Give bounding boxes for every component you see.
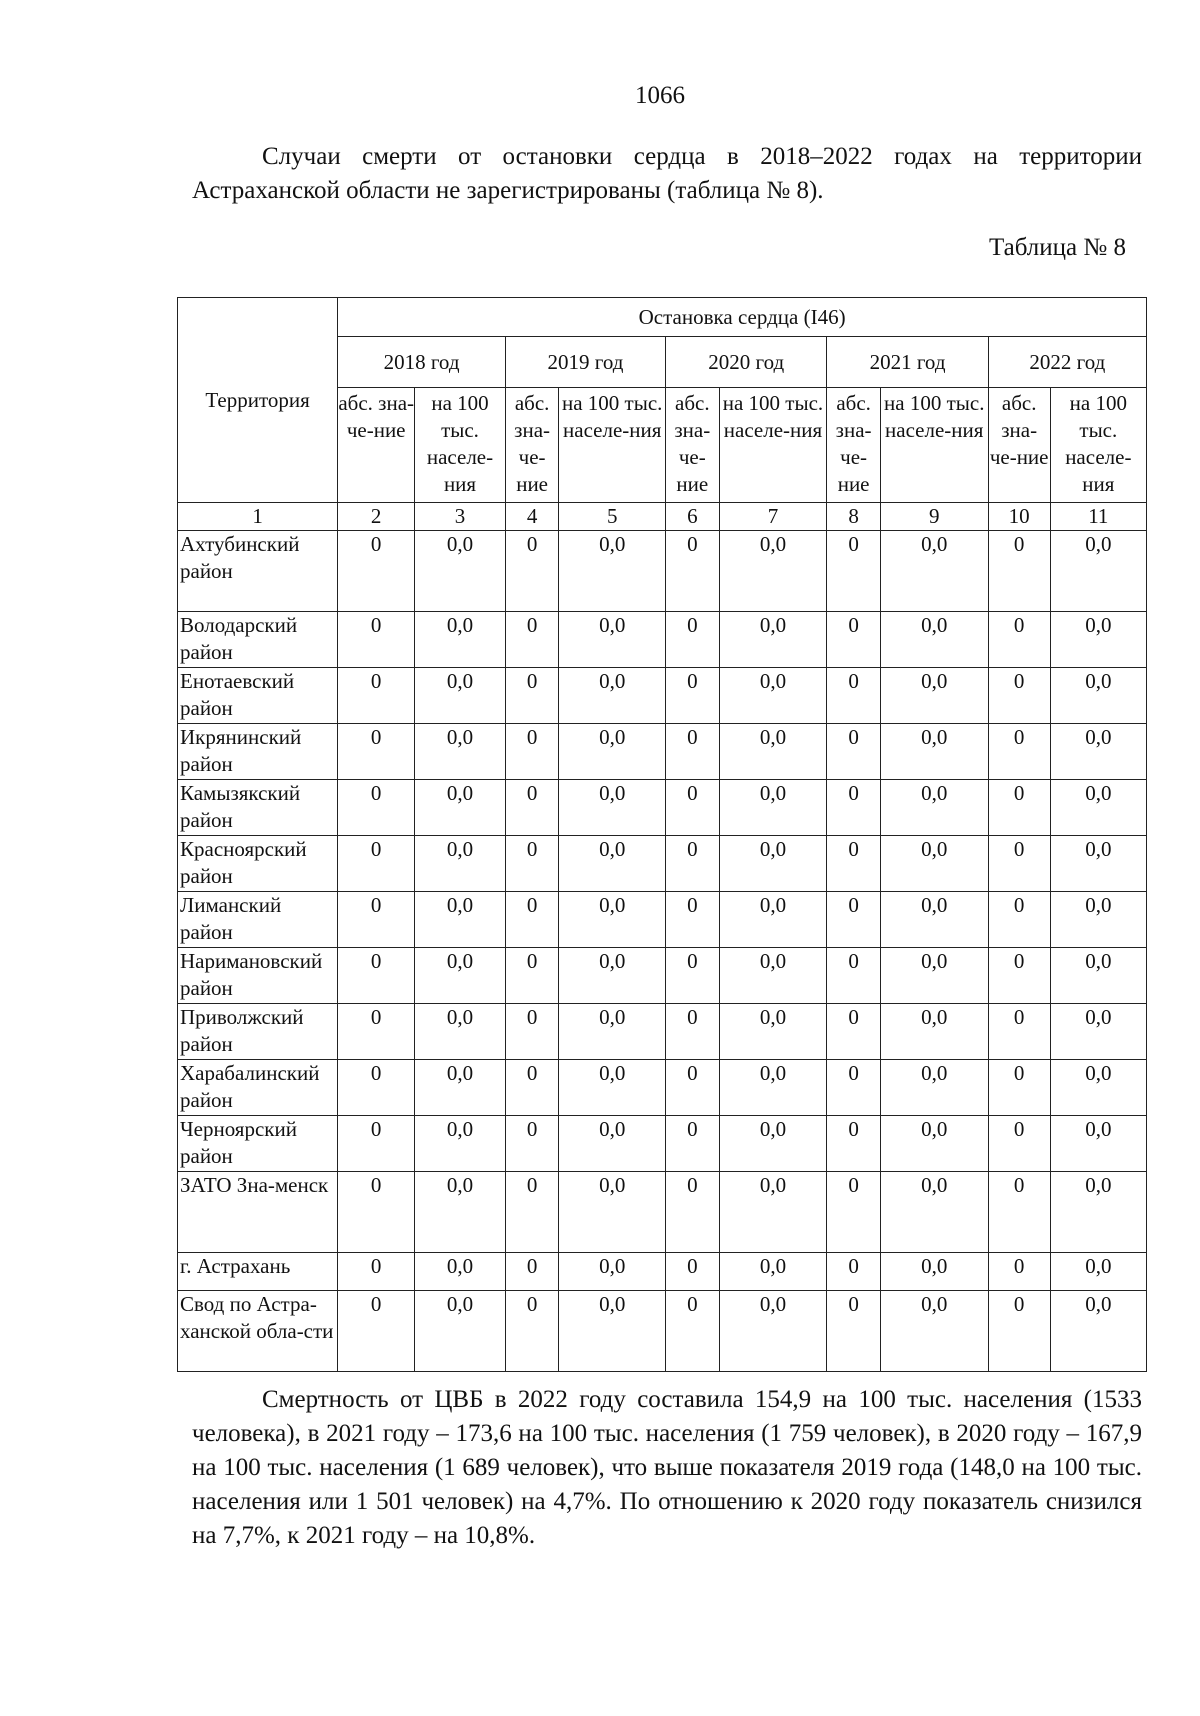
abs-value-cell: 0 [338, 612, 415, 668]
abs-value-header: абс. зна-че-ние [827, 388, 880, 503]
rate-header: на 100 тыс. населе-ния [559, 388, 666, 503]
group-header: Остановка сердца (I46) [338, 298, 1147, 337]
abs-value-cell: 0 [338, 1172, 415, 1253]
abs-value-cell: 0 [505, 1004, 558, 1060]
territory-header: Территория [178, 298, 338, 503]
rate-value-cell: 0,0 [880, 668, 988, 724]
abs-value-cell: 0 [666, 1004, 719, 1060]
territory-cell: Енотаевский район [178, 668, 338, 724]
abs-value-cell: 0 [505, 612, 558, 668]
table-row [178, 724, 1147, 780]
rate-value-cell: 0,0 [415, 948, 506, 1004]
rate-value-cell: 0,0 [880, 948, 988, 1004]
rate-value-cell: 0,0 [719, 1060, 827, 1116]
column-number: 2 [338, 503, 415, 531]
abs-value-cell: 0 [827, 531, 880, 612]
intro-paragraph: Случаи смерти от остановки сердца в 2018–2022 годах на территории Астраханской области не зарегистрированы (таблица № 8). [192, 143, 1142, 204]
rate-value-cell: 0,0 [415, 1172, 506, 1253]
abs-value-cell: 0 [988, 1172, 1050, 1253]
rate-value-cell: 0,0 [559, 1060, 666, 1116]
table-row [178, 892, 1147, 948]
rate-value-cell: 0,0 [415, 1004, 506, 1060]
territory-cell: Ахтубинский район [178, 531, 338, 612]
abs-value-cell: 0 [338, 892, 415, 948]
abs-value-cell: 0 [505, 1060, 558, 1116]
rate-value-cell: 0,0 [415, 1253, 506, 1291]
abs-value-cell: 0 [505, 724, 558, 780]
territory-cell: г. Астрахань [178, 1253, 338, 1291]
abs-value-cell: 0 [666, 948, 719, 1004]
column-number: 4 [505, 503, 558, 531]
rate-value-cell: 0,0 [880, 1172, 988, 1253]
territory-cell: Наримановский район [178, 948, 338, 1004]
abs-value-cell: 0 [338, 780, 415, 836]
abs-value-cell: 0 [505, 836, 558, 892]
abs-value-cell: 0 [988, 892, 1050, 948]
abs-value-cell: 0 [505, 531, 558, 612]
rate-value-cell: 0,0 [1050, 948, 1146, 1004]
rate-value-cell: 0,0 [559, 1004, 666, 1060]
cardiac-arrest-table [177, 297, 1147, 1372]
abs-value-cell: 0 [988, 836, 1050, 892]
rate-value-cell: 0,0 [1050, 1116, 1146, 1172]
abs-value-cell: 0 [827, 1116, 880, 1172]
closing-paragraph: Смертность от ЦВБ в 2022 году составила 154,9 на 100 тыс. населения (1533 человека), в 2021 году – 173,6 на 100 тыс. населения (1 759 человек), в 2020 году – 167,9 на 100 тыс. населения (1 689 человек), что выше показателя 2019 года (148,0 на 100 тыс. населения или 1 501 человек) на 4,7%. По отношению к 2020 году показатель снизился на 7,7%, к 2021 году – на 10,8%. [192, 1386, 1142, 1549]
territory-cell: Свод по Астра-ханской обла-сти [178, 1291, 338, 1372]
table-row [178, 531, 1147, 612]
rate-value-cell: 0,0 [719, 531, 827, 612]
rate-value-cell: 0,0 [1050, 1004, 1146, 1060]
abs-value-cell: 0 [338, 668, 415, 724]
abs-value-cell: 0 [988, 948, 1050, 1004]
abs-value-cell: 0 [827, 948, 880, 1004]
rate-value-cell: 0,0 [1050, 1291, 1146, 1372]
territory-cell: Лиманский район [178, 892, 338, 948]
column-number: 5 [559, 503, 666, 531]
rate-value-cell: 0,0 [1050, 1253, 1146, 1291]
rate-value-cell: 0,0 [1050, 531, 1146, 612]
rate-value-cell: 0,0 [559, 612, 666, 668]
table-row [178, 1060, 1147, 1116]
year-header: 2018 год [338, 337, 506, 388]
year-header: 2020 год [666, 337, 827, 388]
rate-value-cell: 0,0 [719, 1116, 827, 1172]
table-header [178, 298, 1147, 531]
column-number: 7 [719, 503, 827, 531]
abs-value-cell: 0 [338, 1004, 415, 1060]
abs-value-cell: 0 [666, 1291, 719, 1372]
column-number: 11 [1050, 503, 1146, 531]
rate-value-cell: 0,0 [719, 1291, 827, 1372]
rate-value-cell: 0,0 [719, 892, 827, 948]
territory-cell: Харабалинский район [178, 1060, 338, 1116]
rate-value-cell: 0,0 [559, 531, 666, 612]
abs-value-cell: 0 [827, 724, 880, 780]
table-row [178, 668, 1147, 724]
rate-value-cell: 0,0 [415, 892, 506, 948]
abs-value-cell: 0 [988, 1060, 1050, 1116]
territory-cell: ЗАТО Зна-менск [178, 1172, 338, 1253]
rate-value-cell: 0,0 [559, 1291, 666, 1372]
abs-value-cell: 0 [988, 780, 1050, 836]
rate-value-cell: 0,0 [415, 668, 506, 724]
table-row [178, 1291, 1147, 1372]
abs-value-cell: 0 [827, 612, 880, 668]
rate-value-cell: 0,0 [1050, 892, 1146, 948]
abs-value-cell: 0 [988, 724, 1050, 780]
abs-value-cell: 0 [505, 668, 558, 724]
abs-value-cell: 0 [827, 1291, 880, 1372]
abs-value-header: абс. зна-че-ние [988, 388, 1050, 503]
abs-value-cell: 0 [666, 1060, 719, 1116]
rate-value-cell: 0,0 [880, 1004, 988, 1060]
abs-value-cell: 0 [666, 1253, 719, 1291]
abs-value-cell: 0 [827, 892, 880, 948]
abs-value-cell: 0 [505, 892, 558, 948]
rate-header: на 100 тыс. населе-ния [415, 388, 506, 503]
rate-value-cell: 0,0 [559, 948, 666, 1004]
rate-value-cell: 0,0 [559, 1172, 666, 1253]
page-number: 1066 [635, 82, 685, 109]
abs-value-cell: 0 [505, 1291, 558, 1372]
rate-value-cell: 0,0 [880, 836, 988, 892]
year-header: 2019 год [505, 337, 665, 388]
year-header: 2022 год [988, 337, 1146, 388]
abs-value-cell: 0 [505, 948, 558, 1004]
rate-value-cell: 0,0 [880, 1060, 988, 1116]
abs-value-cell: 0 [666, 612, 719, 668]
rate-value-cell: 0,0 [559, 724, 666, 780]
rate-value-cell: 0,0 [415, 1291, 506, 1372]
abs-value-cell: 0 [505, 1116, 558, 1172]
territory-cell: Красноярский район [178, 836, 338, 892]
rate-value-cell: 0,0 [719, 780, 827, 836]
table-row [178, 1172, 1147, 1253]
abs-value-cell: 0 [827, 668, 880, 724]
column-number: 6 [666, 503, 719, 531]
table-row [178, 948, 1147, 1004]
abs-value-cell: 0 [827, 1060, 880, 1116]
rate-value-cell: 0,0 [1050, 612, 1146, 668]
table-row [178, 612, 1147, 668]
abs-value-cell: 0 [666, 724, 719, 780]
abs-value-cell: 0 [505, 1172, 558, 1253]
rate-value-cell: 0,0 [1050, 1172, 1146, 1253]
table-row [178, 1004, 1147, 1060]
abs-value-cell: 0 [666, 531, 719, 612]
abs-value-cell: 0 [988, 668, 1050, 724]
rate-value-cell: 0,0 [719, 948, 827, 1004]
rate-value-cell: 0,0 [719, 1172, 827, 1253]
rate-value-cell: 0,0 [880, 1253, 988, 1291]
abs-value-cell: 0 [827, 780, 880, 836]
abs-value-cell: 0 [666, 668, 719, 724]
rate-value-cell: 0,0 [880, 892, 988, 948]
year-header: 2021 год [827, 337, 988, 388]
abs-value-cell: 0 [827, 1253, 880, 1291]
rate-value-cell: 0,0 [1050, 724, 1146, 780]
territory-cell: Икрянинский район [178, 724, 338, 780]
rate-header: на 100 тыс. населе-ния [880, 388, 988, 503]
rate-value-cell: 0,0 [880, 1291, 988, 1372]
rate-value-cell: 0,0 [415, 780, 506, 836]
rate-value-cell: 0,0 [559, 780, 666, 836]
abs-value-header: абс. зна-че-ние [338, 388, 415, 503]
table-row [178, 1116, 1147, 1172]
rate-value-cell: 0,0 [1050, 668, 1146, 724]
rate-value-cell: 0,0 [559, 1116, 666, 1172]
rate-value-cell: 0,0 [719, 1253, 827, 1291]
rate-value-cell: 0,0 [559, 1253, 666, 1291]
table-caption: Таблица № 8 [988, 234, 1126, 261]
abs-value-cell: 0 [338, 836, 415, 892]
abs-value-cell: 0 [666, 1116, 719, 1172]
rate-value-cell: 0,0 [1050, 836, 1146, 892]
rate-value-cell: 0,0 [880, 612, 988, 668]
table-row [178, 780, 1147, 836]
rate-value-cell: 0,0 [880, 531, 988, 612]
column-number: 3 [415, 503, 506, 531]
rate-value-cell: 0,0 [559, 668, 666, 724]
abs-value-cell: 0 [338, 531, 415, 612]
rate-value-cell: 0,0 [719, 724, 827, 780]
territory-cell: Володарский район [178, 612, 338, 668]
rate-header: на 100 тыс. населе-ния [1050, 388, 1146, 503]
rate-value-cell: 0,0 [1050, 780, 1146, 836]
abs-value-cell: 0 [988, 1253, 1050, 1291]
abs-value-cell: 0 [988, 1116, 1050, 1172]
table-row [178, 836, 1147, 892]
territory-cell: Черноярский район [178, 1116, 338, 1172]
abs-value-cell: 0 [338, 1253, 415, 1291]
abs-value-cell: 0 [338, 1116, 415, 1172]
rate-value-cell: 0,0 [1050, 1060, 1146, 1116]
abs-value-cell: 0 [988, 612, 1050, 668]
rate-value-cell: 0,0 [415, 836, 506, 892]
rate-value-cell: 0,0 [880, 724, 988, 780]
abs-value-cell: 0 [338, 1060, 415, 1116]
table-row [178, 1253, 1147, 1291]
abs-value-cell: 0 [338, 948, 415, 1004]
rate-header: на 100 тыс. населе-ния [719, 388, 827, 503]
abs-value-cell: 0 [666, 780, 719, 836]
abs-value-cell: 0 [666, 1172, 719, 1253]
territory-cell: Камызякский район [178, 780, 338, 836]
abs-value-header: абс. зна-че-ние [666, 388, 719, 503]
rate-value-cell: 0,0 [559, 892, 666, 948]
column-number: 8 [827, 503, 880, 531]
abs-value-cell: 0 [827, 836, 880, 892]
rate-value-cell: 0,0 [415, 1060, 506, 1116]
abs-value-cell: 0 [827, 1172, 880, 1253]
rate-value-cell: 0,0 [719, 612, 827, 668]
abs-value-cell: 0 [988, 1004, 1050, 1060]
column-number: 1 [178, 503, 338, 531]
abs-value-cell: 0 [338, 1291, 415, 1372]
abs-value-cell: 0 [988, 1291, 1050, 1372]
column-number: 9 [880, 503, 988, 531]
abs-value-cell: 0 [338, 724, 415, 780]
abs-value-cell: 0 [666, 892, 719, 948]
rate-value-cell: 0,0 [415, 1116, 506, 1172]
rate-value-cell: 0,0 [719, 836, 827, 892]
rate-value-cell: 0,0 [415, 531, 506, 612]
rate-value-cell: 0,0 [415, 612, 506, 668]
rate-value-cell: 0,0 [559, 836, 666, 892]
rate-value-cell: 0,0 [880, 780, 988, 836]
territory-cell: Приволжский район [178, 1004, 338, 1060]
rate-value-cell: 0,0 [719, 668, 827, 724]
rate-value-cell: 0,0 [415, 724, 506, 780]
abs-value-cell: 0 [505, 1253, 558, 1291]
table-body [178, 531, 1147, 1372]
abs-value-header: абс. зна-че-ние [505, 388, 558, 503]
rate-value-cell: 0,0 [880, 1116, 988, 1172]
abs-value-cell: 0 [988, 531, 1050, 612]
abs-value-cell: 0 [827, 1004, 880, 1060]
rate-value-cell: 0,0 [719, 1004, 827, 1060]
column-number: 10 [988, 503, 1050, 531]
abs-value-cell: 0 [505, 780, 558, 836]
abs-value-cell: 0 [666, 836, 719, 892]
